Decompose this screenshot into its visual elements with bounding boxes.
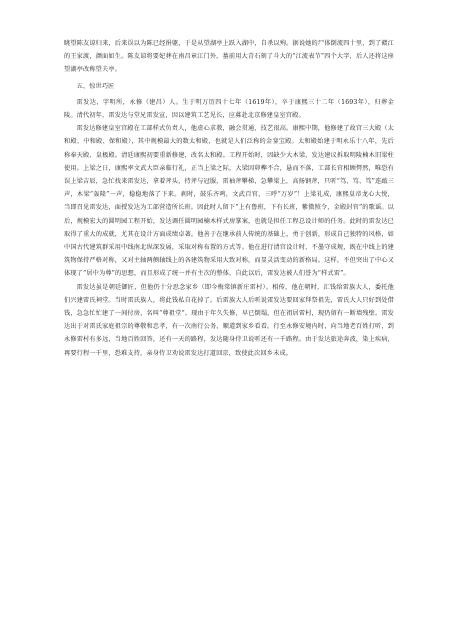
paragraph-1: 雷发达，字明所，永修（建昌）人。生于明万历四十七年（1619年），卒于康熙三十二年（1693年），归葬金陵。清代初年，雷发达与堂兄雷发宣，因以建筑工艺见长，应募赴北京修建皇室宫殿。 xyxy=(64,98,394,120)
section-heading: 五、惊世巧匠 xyxy=(76,82,115,90)
paragraph-3: 雷发达虽是朝廷御匠，但他仍十分思念家乡（即今梅棠镇新庄雷村）。相传，他在朝时，汇钱给雷族大人，委托他们兴建雷氏祠堂。当时雷氏族人，将此钱私自花掉了。后雷族大人后听说雷发达要回家拜祭祖先，雷氏大人只好到处借钱，急急忙忙建了一间付房，名叫“尊祖堂”。现由于年久失修，早已倒塌，但在祖居雷村，现仍留有一断墙残壁。雷发达出于对雷氏家庭祖宗的尊敬和忠孝，有一次南行公务，顺道到家乡看看。行至永修安境内时，向当地老百姓打听，到永修雷村有多远，当地百姓回答，还有一天的路程，发达随身侍卫说听还有一千路程。由于发达旅途奔波，染上疾病，再要行程一千里，恐难支持，亲身侍卫劝说雷发达打道回京，致使此次回乡未成。 xyxy=(64,283,394,357)
paragraph-intro: 眺望陈友谅归来，后来误以为陈已经捐躯，于是从望湖亭上跃入湖中，自杀以殉。据说她的尸体倒流四十里，到了赣江的王家渡，颜面如生。陈友谅将要妃葬在南昌章江门外，墓前用大青石刻了斗大的“江流表节”四个大字，后人还将这座望湖亭改称望夫亭。 xyxy=(64,40,394,74)
document-body xyxy=(64,37,394,360)
paragraph-2: 雷发达修建皇室宫殿在工部样式负责人，他虚心求教，融会贯通，技艺很高。康熙中期，他修建了故宫三大殿（太和殿、中和殿、保和殿），其中规模最大的数太和殿，也就是人们泛称的金銮宝殿。太和殿始建于明永乐十八年，先后称奉天殿、皇极殿。清廷康熙初要重新修建，改名太和殿。工程开始时，因缺少大木梁，发达建议拆取明陵楠木旧梁柱使用。上梁之日，康熙率文武大臣亲临行礼，正当上梁之际，大梁因卯榫不合，悬而不落，工部长官相顾愕然，唯恐有误上梁吉辰，急忙找来雷发达，拿着斧头，持斧与冠服，雷袖斧攀梯，急攀梁上，高扬钢斧，只听“笃、笃、笃”连敲三声，木梁“轰隆”一声，稳稳地落了下来。刹时，鼓乐齐鸣，文武百官，三呼“万岁”！上梁礼成，康熙皇帝龙心大悦，当即召见雷发达，面授发达为工部营造所长班。因此时人留下“上有鲁班，下有长班，紫微照令，金殿封官”的歌谣。以后，规模宏大的圆明园工程开始，发达调任圆明园楠木样式房掌案，也就是担任工程总设计师的任务。此时的雷发达已取得了重大的成就，尤其在设计方面成绩卓著。他善于在继承前人传统的基础上，勇于创新，形成自己独特的风格，如中国古代建筑群采用中线南北纵深发展，采取对称布置的方式等。他在进行清宫设计时，不墨守成规，既在中线上的建筑物保持严格对称，又对主轴两侧轴线上的各建筑物采用大致对称，而显灵活变动的新格局。这样，不但突出了中心又体现了“居中为尊”的思想，而且形成了统一并有主次的整体，自此以后，雷发达被人们誉为“样式雷”。 xyxy=(64,125,394,278)
